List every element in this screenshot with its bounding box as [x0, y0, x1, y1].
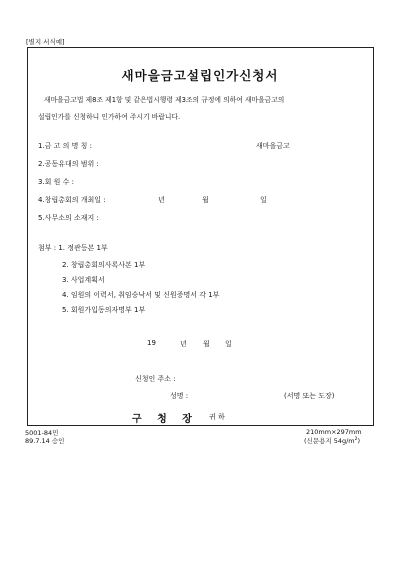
recipient: 구 청 장: [132, 414, 198, 425]
attachment-item: 5. 회원가입동의자명부 1부: [62, 306, 146, 314]
recipient-suffix: 귀 하: [209, 413, 225, 421]
footer-paper-type: [304, 436, 360, 445]
applicant-address-label: 신청인 주소 :: [135, 375, 176, 383]
field-meeting-label: 4.창립총회의 개최일 :: [38, 196, 106, 204]
field-office-label: 5.사무소의 소재지 :: [38, 214, 99, 222]
footer-paper-type-close: ): [357, 437, 361, 445]
seal-note: (서명 또는 도장): [284, 392, 335, 400]
field-name-label: 1.금 고 의 명 칭 :: [38, 142, 92, 150]
intro-line-2: 설립인가를 신청하니 인가하여 주시기 바랍니다.: [38, 113, 181, 121]
applicant-name-label: 성명 :: [170, 392, 189, 400]
footer-approval-date: 89.7.14 승인: [25, 437, 65, 445]
footer-paper-type-text: (신문용지 54g/m: [304, 437, 355, 445]
form-label: [별지 서식예]: [26, 38, 65, 46]
footer-paper-type-sup: 2: [354, 436, 358, 442]
sign-day-unit: 일: [225, 340, 232, 348]
meeting-day-unit: 일: [260, 196, 267, 204]
intro-line-1: 새마을금고법 제8조 제1항 및 같은법시행령 제3조의 규정에 의하여 새마을금고의: [44, 96, 285, 104]
attachment-item: 4. 임원의 이력서, 취임승낙서 및 신원증명서 각 1부: [62, 291, 220, 299]
field-name-value: 새마을금고: [256, 142, 290, 150]
footer-form-code: 5001-84민: [25, 429, 59, 437]
form-title: 새마을금고설립인가신청서: [121, 68, 279, 83]
meeting-year-unit: 년: [158, 196, 165, 204]
sign-year: 19: [147, 339, 156, 347]
field-scope-label: 2.공동유대의 범위 :: [38, 160, 99, 168]
sign-year-unit: 년: [180, 340, 187, 348]
attachments-label: 첨부 : 1. 정관등본 1부: [38, 244, 108, 252]
attachment-item: 2. 창립총회의사록사본 1부: [62, 261, 146, 269]
attachment-item: 3. 사업계획서: [62, 276, 105, 284]
meeting-month-unit: 월: [202, 196, 209, 204]
sign-month-unit: 월: [203, 340, 210, 348]
footer-paper-size: 210mm×297mm: [306, 428, 362, 436]
field-members-label: 3.회 원 수 :: [38, 178, 74, 186]
